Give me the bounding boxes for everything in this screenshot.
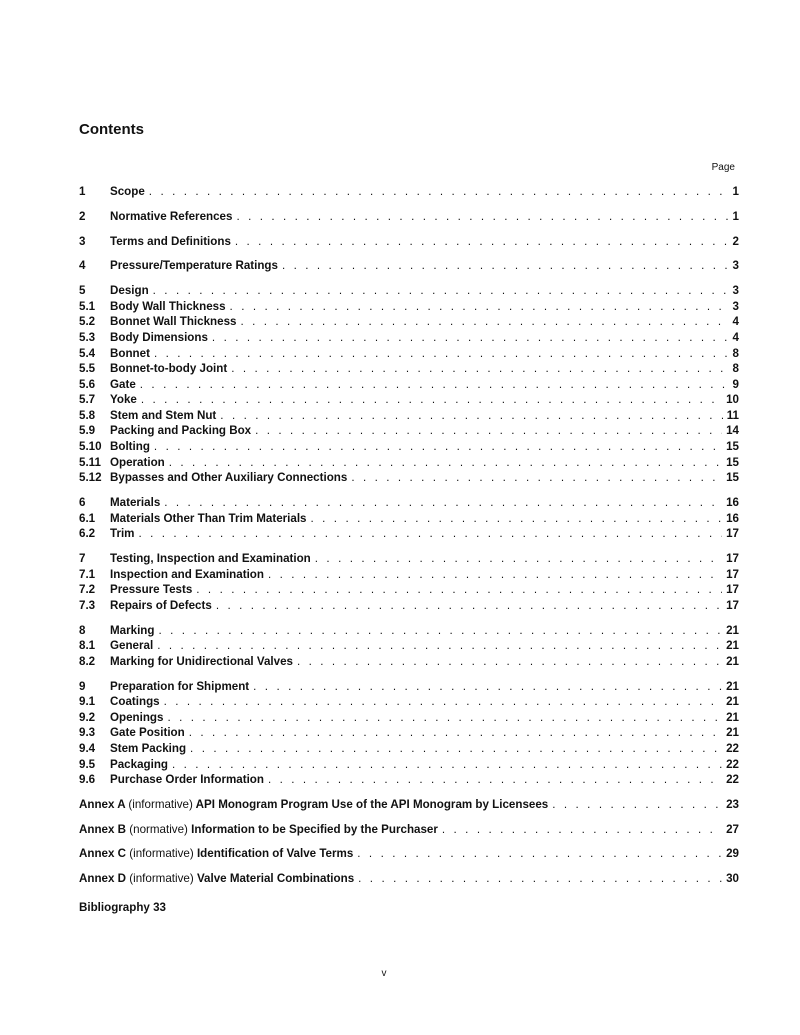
toc-entry-title: Packaging	[110, 757, 168, 771]
toc-entry[interactable]	[79, 526, 739, 542]
toc-entry-title: Pressure/Temperature Ratings	[110, 259, 278, 273]
toc-entry[interactable]	[79, 511, 739, 527]
annex-entry-heading	[79, 822, 438, 838]
toc-entry-number: 9.4	[79, 741, 96, 755]
toc-entry-page: 21	[726, 695, 739, 709]
toc-entry[interactable]	[79, 725, 739, 741]
toc-entry-title: Design	[110, 284, 149, 298]
toc-entry-number: 8.1	[79, 639, 96, 653]
toc-entry-page: 15	[726, 440, 739, 454]
toc-entry[interactable]	[79, 598, 739, 614]
toc-entry-number: 6.1	[79, 511, 96, 525]
toc-entry-number: 5	[79, 284, 86, 298]
bibliography-entry[interactable]: Bibliography 33	[79, 901, 166, 914]
toc-entry-number: 7.3	[79, 598, 96, 612]
toc-entry-title: Operation	[110, 455, 165, 469]
toc-entry-title: Openings	[110, 710, 164, 724]
toc-entry[interactable]	[79, 361, 739, 377]
annex-entry-page: 23	[726, 797, 739, 811]
toc-entry-title: Coatings	[110, 695, 160, 709]
toc-entry[interactable]	[79, 439, 739, 455]
toc-entry-title: Bolting	[110, 440, 150, 454]
toc-entry[interactable]	[79, 654, 739, 670]
toc-entry-number: 5.8	[79, 408, 96, 422]
toc-entry-page: 4	[732, 315, 739, 329]
toc-entry-title: Packing and Packing Box	[110, 424, 252, 438]
toc-entry[interactable]	[79, 346, 739, 362]
toc-entry-number: 5.12	[79, 471, 102, 485]
page-column-label: Page	[711, 162, 735, 173]
annex-entry-heading	[79, 797, 548, 813]
toc-entry[interactable]	[79, 283, 739, 299]
toc-entry-number: 5.7	[79, 393, 96, 407]
annex-entry-heading	[79, 846, 353, 862]
toc-entry-title: Materials Other Than Trim Materials	[110, 511, 307, 525]
toc-entry-page: 21	[726, 710, 739, 724]
toc-entry[interactable]	[79, 234, 739, 250]
toc-entry-number: 9	[79, 679, 86, 693]
toc-entry-page: 9	[732, 377, 739, 391]
toc-entry-page: 8	[732, 362, 739, 376]
dot-leader	[157, 638, 722, 654]
toc-entry-title: Gate	[110, 377, 136, 391]
toc-entry-page: 15	[726, 471, 739, 485]
toc-entry-number: 1	[79, 185, 86, 198]
toc-entry[interactable]	[79, 184, 739, 200]
toc-entry-number: 7	[79, 552, 86, 565]
toc-entry-number: 5.9	[79, 424, 96, 438]
toc-entry-title: Pressure Tests	[110, 583, 193, 597]
toc-entry[interactable]	[79, 567, 739, 583]
annex-entry-page: 30	[726, 872, 739, 886]
annex-kind: (informative)	[129, 872, 194, 886]
dot-leader	[169, 455, 722, 471]
dot-leader	[442, 822, 722, 838]
toc-entry-page: 3	[732, 259, 739, 273]
dot-leader	[153, 283, 729, 299]
toc-entry-page: 10	[726, 393, 739, 407]
annex-label: Annex D	[79, 872, 127, 886]
annex-title: Information to be Specified by the Purchaser	[191, 822, 438, 836]
toc-entry-number: 2	[79, 209, 86, 223]
toc-entry[interactable]	[79, 582, 739, 598]
toc-entry-page: 2	[732, 234, 739, 248]
toc-entry-title: Inspection and Examination	[110, 567, 264, 581]
toc-entry[interactable]	[79, 757, 739, 773]
dot-leader	[158, 623, 722, 639]
dot-leader	[236, 209, 728, 225]
toc-entry-number: 7.1	[79, 567, 96, 581]
toc-entry-number: 5.5	[79, 362, 96, 376]
page-number: v	[381, 968, 387, 979]
toc-entry[interactable]	[79, 408, 739, 424]
annex-entry-page: 29	[726, 847, 739, 861]
toc-entry-page: 4	[732, 330, 739, 344]
toc-entry-number: 8	[79, 623, 86, 637]
dot-leader	[189, 725, 722, 741]
toc-entry-number: 4	[79, 259, 86, 273]
toc-entry-number: 9.6	[79, 773, 96, 787]
dot-leader	[255, 423, 722, 439]
toc-entry-number: 5.2	[79, 315, 96, 329]
toc-entry-page: 17	[726, 583, 739, 597]
toc-entry-title: Scope	[110, 185, 145, 198]
dot-leader	[311, 511, 723, 527]
dot-leader	[149, 184, 729, 200]
annex-entry[interactable]	[79, 822, 739, 838]
toc-entry-page: 1	[732, 209, 739, 223]
toc-entry-page: 21	[726, 639, 739, 653]
toc-entry-page: 16	[726, 511, 739, 525]
toc-entry-number: 5.11	[79, 455, 101, 469]
toc-entry-page: 3	[732, 284, 739, 298]
toc-entry-number: 9.3	[79, 726, 96, 740]
toc-entry-number: 5.3	[79, 330, 96, 344]
toc-entry[interactable]	[79, 623, 739, 639]
toc-entry-title: Testing, Inspection and Examination	[110, 552, 311, 565]
dot-leader	[351, 470, 722, 486]
toc-entry-page: 17	[726, 567, 739, 581]
table-of-contents	[79, 184, 739, 887]
toc-entry-page: 1	[732, 185, 739, 198]
dot-leader	[240, 314, 728, 330]
toc-entry[interactable]	[79, 377, 739, 393]
annex-label: Annex C	[79, 847, 127, 861]
dot-leader	[235, 234, 729, 250]
dot-leader	[172, 757, 722, 773]
toc-entry-number: 5.10	[79, 440, 102, 454]
toc-entry[interactable]	[79, 392, 739, 408]
toc-entry-page: 3	[732, 299, 739, 313]
toc-entry-page: 21	[726, 654, 739, 668]
toc-entry[interactable]	[79, 209, 739, 225]
toc-entry[interactable]	[79, 741, 739, 757]
toc-entry[interactable]	[79, 455, 739, 471]
dot-leader	[196, 582, 722, 598]
dot-leader	[154, 346, 729, 362]
dot-leader	[212, 330, 729, 346]
toc-entry[interactable]	[79, 551, 739, 567]
annex-title: Valve Material Combinations	[196, 872, 355, 886]
annex-kind: (informative)	[129, 847, 194, 861]
toc-entry[interactable]	[79, 679, 739, 695]
toc-entry-title: Stem and Stem Nut	[110, 408, 217, 422]
annex-entry[interactable]	[79, 797, 739, 813]
toc-entry[interactable]	[79, 772, 739, 788]
toc-entry-title: Terms and Definitions	[110, 234, 231, 248]
dot-leader	[138, 526, 722, 542]
toc-entry-title: Preparation for Shipment	[110, 679, 250, 693]
toc-entry-number: 3	[79, 234, 86, 248]
toc-entry-page: 14	[726, 424, 739, 438]
dot-leader	[315, 551, 722, 567]
dot-leader	[220, 408, 722, 424]
toc-entry-number: 9.5	[79, 757, 96, 771]
toc-entry-title: Gate Position	[110, 726, 185, 740]
toc-entry-title: Marking	[110, 623, 155, 637]
toc-entry-title: Bonnet Wall Thickness	[110, 315, 237, 329]
toc-entry-number: 9.2	[79, 710, 96, 724]
dot-leader	[552, 797, 722, 813]
toc-entry[interactable]	[79, 470, 739, 486]
toc-entry-page: 17	[726, 527, 739, 541]
annex-entry-heading	[79, 871, 354, 887]
annex-title: API Monogram Program Use of the API Monogram by Licensees	[195, 797, 549, 811]
toc-entry[interactable]	[79, 258, 739, 274]
toc-entry-page: 21	[726, 623, 739, 637]
toc-entry-title: Bonnet-to-body Joint	[110, 362, 228, 376]
toc-entry-number: 9.1	[79, 695, 96, 709]
toc-entry-page: 21	[726, 726, 739, 740]
toc-entries	[79, 184, 739, 788]
page-title: Contents	[79, 121, 144, 138]
dot-leader	[190, 741, 722, 757]
toc-entry-page: 17	[726, 552, 739, 565]
toc-entry-page: 22	[726, 757, 739, 771]
dot-leader	[216, 598, 722, 614]
dot-leader	[164, 694, 722, 710]
dot-leader	[167, 710, 722, 726]
annex-title: Identification of Valve Terms	[196, 847, 354, 861]
toc-entry[interactable]	[79, 330, 739, 346]
annex-entry[interactable]	[79, 846, 739, 862]
dot-leader	[230, 299, 729, 315]
toc-entry-page: 16	[726, 496, 739, 510]
toc-entry-page: 22	[726, 773, 739, 787]
toc-entry[interactable]	[79, 495, 739, 511]
annex-kind: (normative)	[129, 822, 188, 836]
toc-entry-title: Bypasses and Other Auxiliary Connections	[110, 471, 348, 485]
toc-entry-page: 21	[726, 679, 739, 693]
toc-entry-title: Bonnet	[110, 346, 150, 360]
annex-entry-page: 27	[726, 822, 739, 836]
toc-entry-page: 11	[726, 408, 739, 422]
dot-leader	[253, 679, 722, 695]
toc-entry-title: Materials	[110, 496, 161, 510]
dot-leader	[357, 846, 722, 862]
toc-entry-title: Yoke	[110, 393, 137, 407]
dot-leader	[282, 258, 729, 274]
toc-entry-title: General	[110, 639, 154, 653]
toc-entry-page: 15	[726, 455, 739, 469]
dot-leader	[268, 567, 722, 583]
toc-entry-page: 8	[732, 346, 739, 360]
dot-leader	[231, 361, 728, 377]
dot-leader	[140, 377, 729, 393]
toc-entry-number: 6.2	[79, 527, 96, 541]
toc-entry[interactable]	[79, 314, 739, 330]
dot-leader	[164, 495, 722, 511]
toc-entry-title: Stem Packing	[110, 741, 187, 755]
toc-entry-title: Normative References	[110, 209, 233, 223]
dot-leader	[141, 392, 722, 408]
toc-entry[interactable]	[79, 299, 739, 315]
toc-entry-page: 22	[726, 741, 739, 755]
toc-entry[interactable]	[79, 694, 739, 710]
toc-entry-title: Repairs of Defects	[110, 598, 212, 612]
annex-entries	[79, 797, 739, 887]
toc-entry-number: 5.4	[79, 346, 96, 360]
toc-entry-number: 5.1	[79, 299, 96, 313]
annex-label: Annex B	[79, 822, 127, 836]
annex-entry[interactable]	[79, 871, 739, 887]
toc-entry-title: Purchase Order Information	[110, 773, 264, 787]
toc-entry[interactable]	[79, 710, 739, 726]
toc-entry-number: 5.6	[79, 377, 96, 391]
toc-entry-number: 6	[79, 496, 86, 510]
toc-entry-number: 7.2	[79, 583, 96, 597]
toc-entry[interactable]	[79, 638, 739, 654]
toc-entry-number: 8.2	[79, 654, 96, 668]
toc-entry-title: Trim	[110, 527, 135, 541]
toc-entry-page: 17	[726, 598, 739, 612]
toc-entry[interactable]	[79, 423, 739, 439]
toc-entry-title: Body Wall Thickness	[110, 299, 226, 313]
annex-label: Annex A	[79, 797, 126, 811]
dot-leader	[358, 871, 722, 887]
toc-entry-title: Marking for Unidirectional Valves	[110, 654, 293, 668]
dot-leader	[268, 772, 722, 788]
annex-kind: (informative)	[128, 797, 193, 811]
toc-entry-title: Body Dimensions	[110, 330, 208, 344]
dot-leader	[297, 654, 722, 670]
dot-leader	[154, 439, 722, 455]
